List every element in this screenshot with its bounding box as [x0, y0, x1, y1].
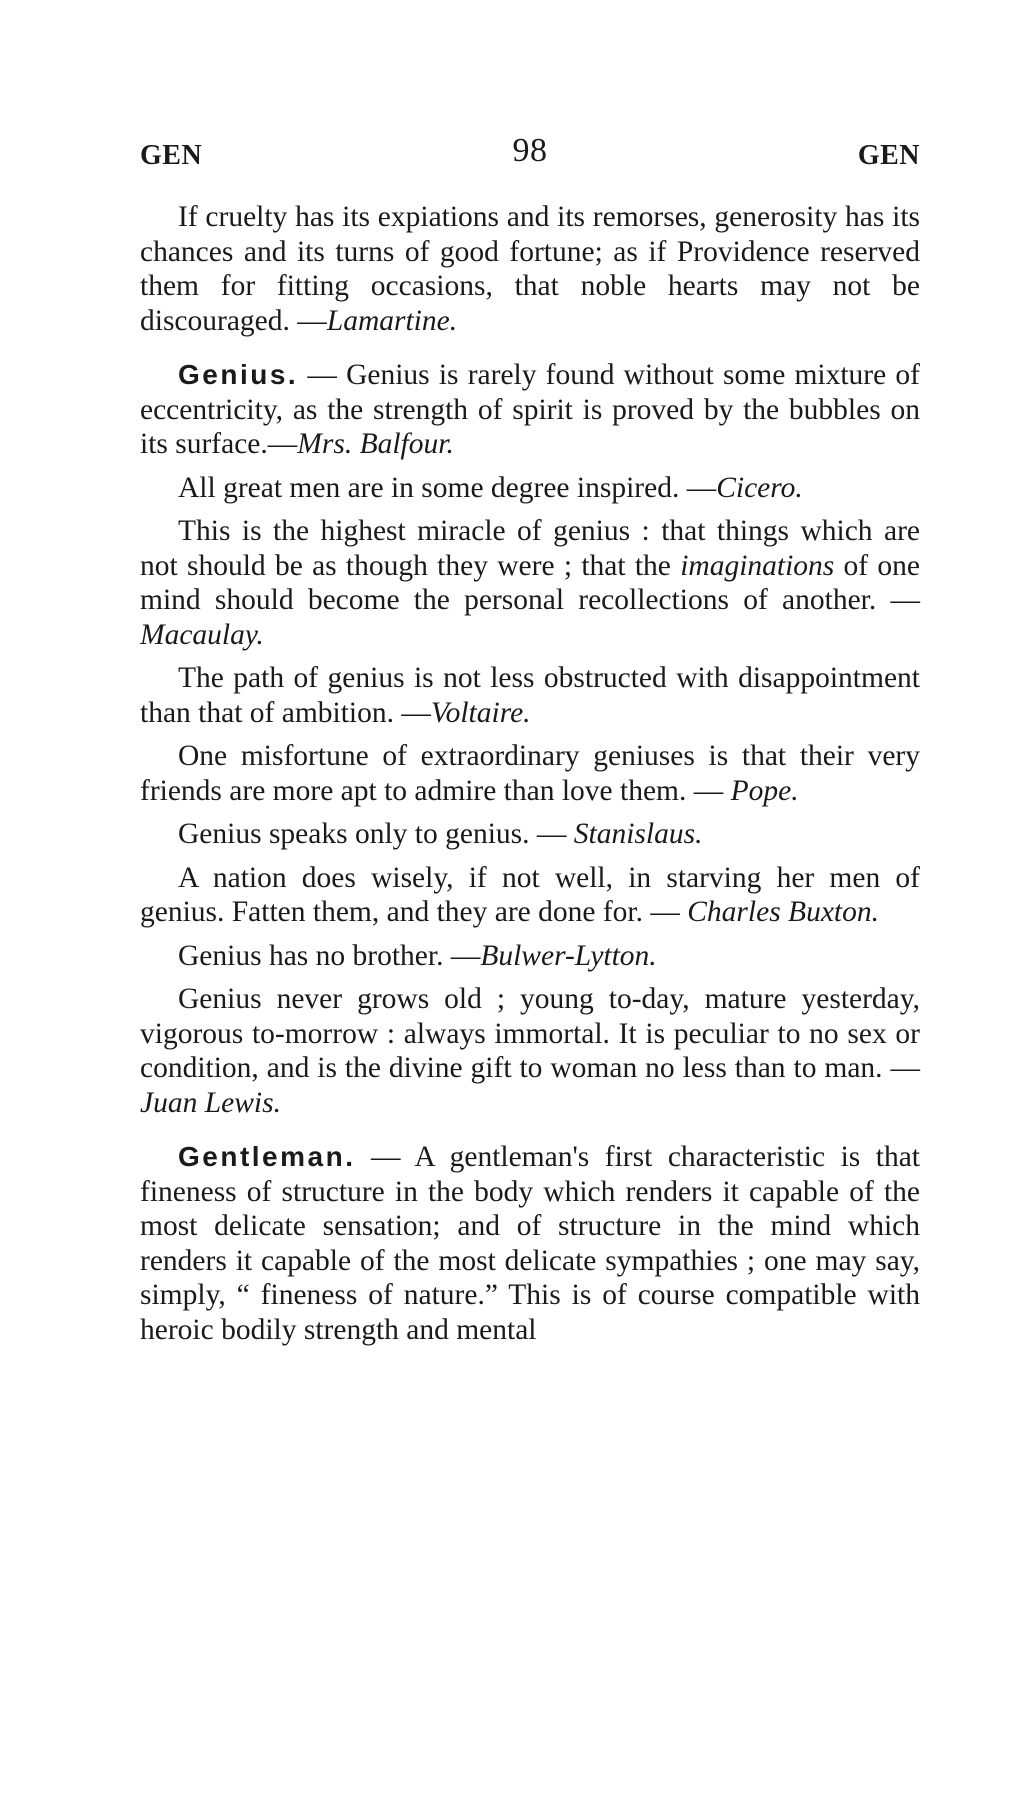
quote-lamartine: If cruelty has its expiations and its remorses, generosity has its chances and its turns of good fortune; as if Providence reserved them for fitting occasions, that noble hearts may not be discouraged. —Lamartine. — [140, 201, 920, 337]
page-body — [140, 200, 920, 1356]
quote-author: Lamartine. — [326, 304, 458, 337]
quote-cicero: All great men are in some degree inspired. —Cicero. — [178, 471, 803, 504]
header-guide-word-right: GEN — [857, 140, 920, 171]
quote-macaulay: This is the highest miracle of genius : that things which are not should be as though they were ; that the imaginations of one mind should become the personal recollections of another. — Macaulay. — [140, 515, 921, 651]
quote-bulwer-lytton: Genius has no brother. —Bulwer-Lytton. — [178, 939, 657, 972]
quote-buxton: A nation does wisely, if not well, in starving her men of genius. Fatten them, and they are done for. — Charles Buxton. — [140, 861, 920, 928]
running-header — [140, 132, 920, 180]
quote-author: Stanislaus. — [573, 818, 703, 850]
quote-author: Mrs. Balfour. — [297, 428, 454, 460]
quote-author: Juan Lewis. — [140, 1086, 281, 1119]
quote-gentleman: Gentleman. — A gentleman's first characteristic is that fineness of structure in the body which renders it capable of the most delicate sensation; and of structure in the mind which renders it capable of the most delicate sympathies ; one may say, simply, “ fineness of nature.” This is of course compatible with heroic bodily strength and mental — [140, 1141, 921, 1346]
quote-balfour: Genius. — Genius is rarely found without some mixture of eccentricity, as the strength of spirit is proved by the bubbles on its surface.—Mrs. Balfour. — [140, 359, 920, 460]
quote-author: Pope. — [730, 774, 799, 807]
quote-author: Macaulay. — [140, 618, 264, 651]
topic-heading-gentleman: Gentleman. — [178, 1141, 356, 1172]
quote-author: Bulwer-Lytton. — [480, 939, 657, 972]
page-number: 98 — [512, 132, 548, 169]
quote-voltaire: The path of genius is not less obstructed with disappointment than that of ambition. —Voltaire. — [140, 662, 920, 729]
quote-author: Cicero. — [716, 471, 803, 504]
quote-author: Charles Buxton. — [687, 896, 879, 928]
header-guide-word-left: GEN — [140, 140, 203, 171]
emphasized-word: imaginations — [680, 549, 835, 582]
topic-heading-genius: Genius. — [178, 359, 299, 390]
quote-juan-lewis: Genius never grows old ; young to-day, mature yesterday, vigorous to-morrow : always immortal. It is peculiar to no sex or condition, and is the divine gift to woman no less than to man. —Juan Lewis. — [140, 983, 920, 1119]
quote-pope: One misfortune of extraordinary geniuses is that their very friends are more apt to admire than love them. — Pope. — [140, 740, 920, 807]
quote-author: Voltaire. — [430, 696, 531, 729]
quote-stanislaus: Genius speaks only to genius. — Stanislaus. — [178, 818, 703, 850]
